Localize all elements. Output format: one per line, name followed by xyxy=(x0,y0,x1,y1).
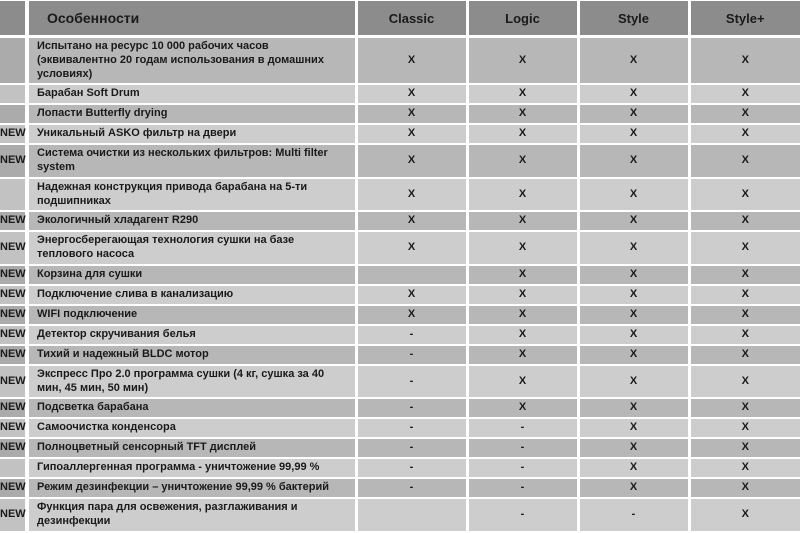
new-badge-cell: NEW xyxy=(0,305,27,325)
feature-label: Гипоаллергенная программа - уничтожение 99,99 % xyxy=(27,458,356,478)
mark-cell-style: X xyxy=(578,458,689,478)
mark-cell-classic: X xyxy=(356,104,467,124)
table-row xyxy=(0,325,800,345)
feature-label: Корзина для сушки xyxy=(27,265,356,285)
new-badge-cell xyxy=(0,458,27,478)
table-row xyxy=(0,178,800,212)
mark-cell-logic: X xyxy=(467,124,578,144)
table-row xyxy=(0,498,800,532)
mark-cell-logic: X xyxy=(467,345,578,365)
new-badge-cell: NEW xyxy=(0,365,27,399)
new-badge-cell: NEW xyxy=(0,418,27,438)
mark-cell-style: X xyxy=(578,231,689,265)
table-row xyxy=(0,418,800,438)
mark-cell-style-plus: X xyxy=(689,365,800,399)
table-row xyxy=(0,231,800,265)
feature-label: Режим дезинфекции – уничтожение 99,99 % бактерий xyxy=(27,478,356,498)
mark-cell-classic: X xyxy=(356,305,467,325)
new-badge-cell: NEW xyxy=(0,438,27,458)
mark-cell-logic: X xyxy=(467,231,578,265)
mark-cell-classic: - xyxy=(356,418,467,438)
table-row xyxy=(0,285,800,305)
mark-cell-logic: X xyxy=(467,84,578,104)
mark-cell-logic: X xyxy=(467,104,578,124)
mark-cell-style: X xyxy=(578,265,689,285)
mark-cell-style-plus: X xyxy=(689,124,800,144)
mark-cell-classic: - xyxy=(356,365,467,399)
mark-cell-classic: X xyxy=(356,84,467,104)
column-header-logic: Logic xyxy=(467,1,578,37)
feature-label: Испытано на ресурс 10 000 рабочих часов (эквивалентно 20 годам использования в домашних условиях) xyxy=(27,37,356,85)
table-row xyxy=(0,211,800,231)
mark-cell-style: X xyxy=(578,104,689,124)
feature-label: Подсветка барабана xyxy=(27,398,356,418)
mark-cell-style: X xyxy=(578,398,689,418)
mark-cell-classic: X xyxy=(356,285,467,305)
table-row xyxy=(0,84,800,104)
feature-label: Тихий и надежный BLDC мотор xyxy=(27,345,356,365)
mark-cell-style: X xyxy=(578,84,689,104)
mark-cell-logic: - xyxy=(467,458,578,478)
mark-cell-logic: - xyxy=(467,418,578,438)
mark-cell-logic: - xyxy=(467,438,578,458)
column-header-classic: Classic xyxy=(356,1,467,37)
feature-label: Самоочистка конденсора xyxy=(27,418,356,438)
mark-cell-style-plus: X xyxy=(689,498,800,532)
mark-cell-style: X xyxy=(578,37,689,85)
new-badge-cell: NEW xyxy=(0,265,27,285)
table-row xyxy=(0,478,800,498)
new-column-header xyxy=(0,1,27,37)
mark-cell-style-plus: X xyxy=(689,398,800,418)
mark-cell-style: X xyxy=(578,285,689,305)
column-header-style-plus: Style+ xyxy=(689,1,800,37)
new-badge-cell xyxy=(0,178,27,212)
new-badge-cell xyxy=(0,37,27,85)
feature-label: Надежная конструкция привода барабана на 5-ти подшипниках xyxy=(27,178,356,212)
table-row xyxy=(0,345,800,365)
mark-cell-style: X xyxy=(578,144,689,178)
feature-label: Полноцветный сенсорный TFT дисплей xyxy=(27,438,356,458)
new-badge-cell: NEW xyxy=(0,345,27,365)
mark-cell-style-plus: X xyxy=(689,104,800,124)
mark-cell-style-plus: X xyxy=(689,418,800,438)
mark-cell-style: X xyxy=(578,478,689,498)
mark-cell-logic: X xyxy=(467,365,578,399)
table-row xyxy=(0,265,800,285)
mark-cell-classic: - xyxy=(356,478,467,498)
table-row xyxy=(0,104,800,124)
mark-cell-style: X xyxy=(578,211,689,231)
new-badge-cell: NEW xyxy=(0,285,27,305)
feature-label: WIFI подключение xyxy=(27,305,356,325)
table-row xyxy=(0,398,800,418)
mark-cell-style-plus: X xyxy=(689,285,800,305)
mark-cell-logic: X xyxy=(467,178,578,212)
table-row xyxy=(0,144,800,178)
mark-cell-classic: - xyxy=(356,398,467,418)
mark-cell-style: X xyxy=(578,325,689,345)
table-row xyxy=(0,438,800,458)
mark-cell-style: X xyxy=(578,124,689,144)
mark-cell-classic xyxy=(356,265,467,285)
mark-cell-style: X xyxy=(578,418,689,438)
feature-label: Экологичный хладагент R290 xyxy=(27,211,356,231)
mark-cell-style-plus: X xyxy=(689,305,800,325)
mark-cell-style-plus: X xyxy=(689,178,800,212)
mark-cell-logic: X xyxy=(467,265,578,285)
mark-cell-logic: X xyxy=(467,398,578,418)
feature-label: Подключение слива в канализацию xyxy=(27,285,356,305)
mark-cell-classic: X xyxy=(356,37,467,85)
mark-cell-style: X xyxy=(578,365,689,399)
mark-cell-style: X xyxy=(578,305,689,325)
new-badge-cell: NEW xyxy=(0,325,27,345)
mark-cell-classic: X xyxy=(356,211,467,231)
new-badge-cell xyxy=(0,104,27,124)
mark-cell-classic: - xyxy=(356,438,467,458)
mark-cell-style-plus: X xyxy=(689,325,800,345)
mark-cell-style-plus: X xyxy=(689,144,800,178)
mark-cell-style-plus: X xyxy=(689,84,800,104)
mark-cell-style-plus: X xyxy=(689,37,800,85)
feature-label: Уникальный ASKO фильтр на двери xyxy=(27,124,356,144)
feature-label: Лопасти Butterfly drying xyxy=(27,104,356,124)
mark-cell-style-plus: X xyxy=(689,345,800,365)
mark-cell-logic: X xyxy=(467,37,578,85)
mark-cell-style-plus: X xyxy=(689,438,800,458)
features-header: Особенности xyxy=(27,1,356,37)
feature-label: Энергосберегающая технология сушки на базе теплового насоса xyxy=(27,231,356,265)
mark-cell-logic: X xyxy=(467,211,578,231)
mark-cell-style: X xyxy=(578,438,689,458)
new-badge-cell: NEW xyxy=(0,211,27,231)
mark-cell-classic: - xyxy=(356,458,467,478)
mark-cell-classic: X xyxy=(356,124,467,144)
table-row xyxy=(0,305,800,325)
mark-cell-logic: X xyxy=(467,305,578,325)
mark-cell-style-plus: X xyxy=(689,265,800,285)
new-badge-cell: NEW xyxy=(0,144,27,178)
new-badge-cell xyxy=(0,84,27,104)
table-row xyxy=(0,124,800,144)
table-row xyxy=(0,365,800,399)
new-badge-cell: NEW xyxy=(0,498,27,532)
feature-label: Детектор скручивания белья xyxy=(27,325,356,345)
mark-cell-classic: - xyxy=(356,325,467,345)
mark-cell-style-plus: X xyxy=(689,478,800,498)
mark-cell-classic: X xyxy=(356,231,467,265)
new-badge-cell: NEW xyxy=(0,231,27,265)
header-row xyxy=(0,1,800,37)
mark-cell-style: X xyxy=(578,345,689,365)
mark-cell-logic: - xyxy=(467,498,578,532)
mark-cell-classic xyxy=(356,498,467,532)
mark-cell-logic: X xyxy=(467,285,578,305)
mark-cell-logic: - xyxy=(467,478,578,498)
feature-label: Экспресс Про 2.0 программа сушки (4 кг, сушка за 40 мин, 45 мин, 50 мин) xyxy=(27,365,356,399)
mark-cell-logic: X xyxy=(467,144,578,178)
mark-cell-classic: X xyxy=(356,144,467,178)
feature-label: Барабан Soft Drum xyxy=(27,84,356,104)
mark-cell-style-plus: X xyxy=(689,211,800,231)
mark-cell-classic: - xyxy=(356,345,467,365)
table-row xyxy=(0,458,800,478)
feature-label: Система очистки из нескольких фильтров: Multi filter system xyxy=(27,144,356,178)
mark-cell-logic: X xyxy=(467,325,578,345)
feature-label: Функция пара для освежения, разглаживания и дезинфекции xyxy=(27,498,356,532)
column-header-style: Style xyxy=(578,1,689,37)
mark-cell-style: X xyxy=(578,178,689,212)
mark-cell-style: - xyxy=(578,498,689,532)
mark-cell-style-plus: X xyxy=(689,458,800,478)
new-badge-cell: NEW xyxy=(0,124,27,144)
new-badge-cell: NEW xyxy=(0,398,27,418)
new-badge-cell: NEW xyxy=(0,478,27,498)
rows-container xyxy=(0,37,800,532)
mark-cell-style-plus: X xyxy=(689,231,800,265)
table-row xyxy=(0,37,800,85)
mark-cell-classic: X xyxy=(356,178,467,212)
